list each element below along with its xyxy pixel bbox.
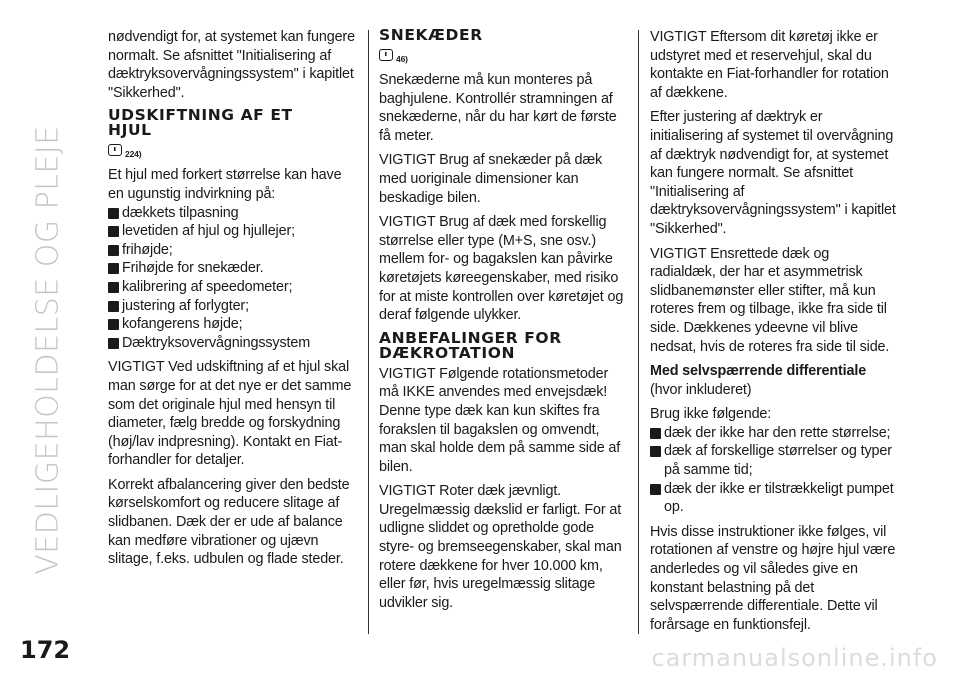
paragraph: VIGTIGT Brug af snekæder på dæk med uoriginale dimensioner kan beskadige bilen. bbox=[379, 152, 603, 206]
paragraph: nødvendigt for, at systemet kan fungere normalt. Se afsnittet "Initialisering af dæktryksovervågningssystem" i kapitlet "Sikkerhed". bbox=[108, 29, 355, 101]
bullet-list bbox=[108, 204, 356, 353]
list-item: kofangerens højde; bbox=[108, 315, 356, 334]
list-item: levetiden af hjul og hjullejer; bbox=[108, 222, 356, 241]
bullet-icon bbox=[108, 282, 119, 293]
paragraph: Et hjul med forkert størrelse kan have en ugunstig indvirkning på: bbox=[108, 167, 342, 202]
list-item: justering af forlygter; bbox=[108, 297, 356, 316]
list-item: Frihøjde for snekæder. bbox=[108, 259, 356, 278]
paragraph: Hvis disse instruktioner ikke følges, vil rotationen af venstre og højre hjul være anderledes og vil således give en konstant belastning på det selvspærrende differentiale. Dette vil forårsage en funktionsfejl. bbox=[650, 523, 896, 633]
column-1 bbox=[108, 28, 356, 575]
paragraph: Korrekt afbalancering giver den bedste kørselskomfort og reducere slitage af slidbanen. Dæk der er ude af balance kan medføre vibrationer og ujævn slitage, f.eks. udbulen og flade steder. bbox=[108, 476, 350, 568]
paragraph: Efter justering af dæktryk er initialisering af systemet til overvågning af dæktryk nødvendigt for, at systemet kan fungere normalt. Se afsnittet "Initialisering af dæktryksovervågningssystem" i kapitlet "Sikkerhed". bbox=[650, 109, 896, 237]
paragraph: VIGTIGT Ensrettede dæk og radialdæk, der har et asymmetrisk slidbanemønster eller stifter, må kun roteres frem og tilbage, ikke fra side til side. Dækkenes ydeevne vil blive nedsat, hvis de roteres fra side til side. bbox=[650, 245, 890, 355]
paragraph: Brug ikke følgende: bbox=[650, 406, 772, 423]
warning-reference bbox=[108, 142, 356, 164]
warning-number: 46) bbox=[396, 54, 408, 64]
list-item: dæk der ikke er tilstrækkeligt pumpet op. bbox=[650, 480, 898, 517]
bullet-list bbox=[650, 424, 898, 517]
section-heading: SNEKÆDER bbox=[379, 26, 483, 44]
paragraph: VIGTIGT Brug af dæk med forskellig størrelse eller type (M+S, sne osv.) mellem for- og bagakslen kan påvirke køretøjets køreegenskaber, med risiko for at miste kontrollen over køretøjet og deraf følgende ulykker. bbox=[379, 214, 624, 324]
list-item: Dæktryksovervågningssystem bbox=[108, 334, 356, 353]
list-item: dæk af forskellige størrelser og typer på samme tid; bbox=[650, 442, 898, 479]
bullet-icon bbox=[650, 428, 661, 439]
bullet-icon bbox=[108, 319, 119, 330]
bullet-icon bbox=[108, 245, 119, 256]
paragraph: VIGTIGT Ved udskiftning af et hjul skal man sørge for at det nye er det samme som det originale hjul med hensyn til diameter, fælg bredde og forskydning (høj/lav indpresning). Kontakt en Fiat-forhandler for detaljer. bbox=[108, 359, 352, 469]
bullet-icon bbox=[108, 263, 119, 274]
warning-icon bbox=[108, 144, 122, 156]
section-heading: ANBEFALINGER FOR DÆKROTATION bbox=[379, 328, 562, 362]
warning-icon bbox=[379, 49, 393, 61]
bullet-icon bbox=[108, 226, 119, 237]
column-3 bbox=[650, 28, 898, 640]
section-heading: UDSKIFTNING AF ET HJUL bbox=[108, 106, 293, 140]
paragraph: VIGTIGT Eftersom dit køretøj ikke er udstyret med et reservehjul, skal du kontakte en Fiat-forhandler for rotation af dækkene. bbox=[650, 29, 889, 101]
paragraph: Snekæderne må kun monteres på baghjulene. Kontrollér stramningen af snekæderne, når du har kørt de første få meter. bbox=[379, 72, 617, 144]
paragraph: VIGTIGT Følgende rotationsmetoder må IKKE anvendes med envejsdæk! Denne type dæk kan kun skiftes fra forakslen til bagakslen og omvendt, man skal holde dem på samme side af bilen. bbox=[379, 365, 621, 475]
bullet-icon bbox=[650, 446, 661, 457]
subheading-note: (hvor inkluderet) bbox=[650, 381, 752, 398]
warning-number: 224) bbox=[125, 149, 142, 160]
watermark: carmanualsonline.info bbox=[651, 644, 938, 672]
side-title-text: VEDLIGEHOLDELSE OG PLEJE bbox=[30, 125, 66, 575]
paragraph: VIGTIGT Roter dæk jævnligt. Uregelmæssig dækslid er farligt. For at udligne sliddet og opretholde gode styre- og bremseegenskaber, skal man rotere dækkene for hver 10.000 km, eller før, hvis uregelmæssig slitage udvikler sig. bbox=[379, 483, 622, 611]
bullet-icon bbox=[650, 484, 661, 495]
column-2 bbox=[379, 28, 627, 618]
warning-reference bbox=[379, 47, 627, 69]
list-item: kalibrering af speedometer; bbox=[108, 278, 356, 297]
list-item: dækkets tilpasning bbox=[108, 204, 356, 223]
list-item: dæk der ikke har den rette størrelse; bbox=[650, 424, 898, 443]
column-divider bbox=[368, 30, 369, 634]
bullet-icon bbox=[108, 208, 119, 219]
page-number: 172 bbox=[20, 636, 71, 664]
bullet-icon bbox=[108, 301, 119, 312]
list-item: frihøjde; bbox=[108, 241, 356, 260]
column-divider bbox=[638, 30, 639, 634]
subheading: Med selvspærrende differentiale bbox=[650, 363, 867, 380]
bullet-icon bbox=[108, 338, 119, 349]
